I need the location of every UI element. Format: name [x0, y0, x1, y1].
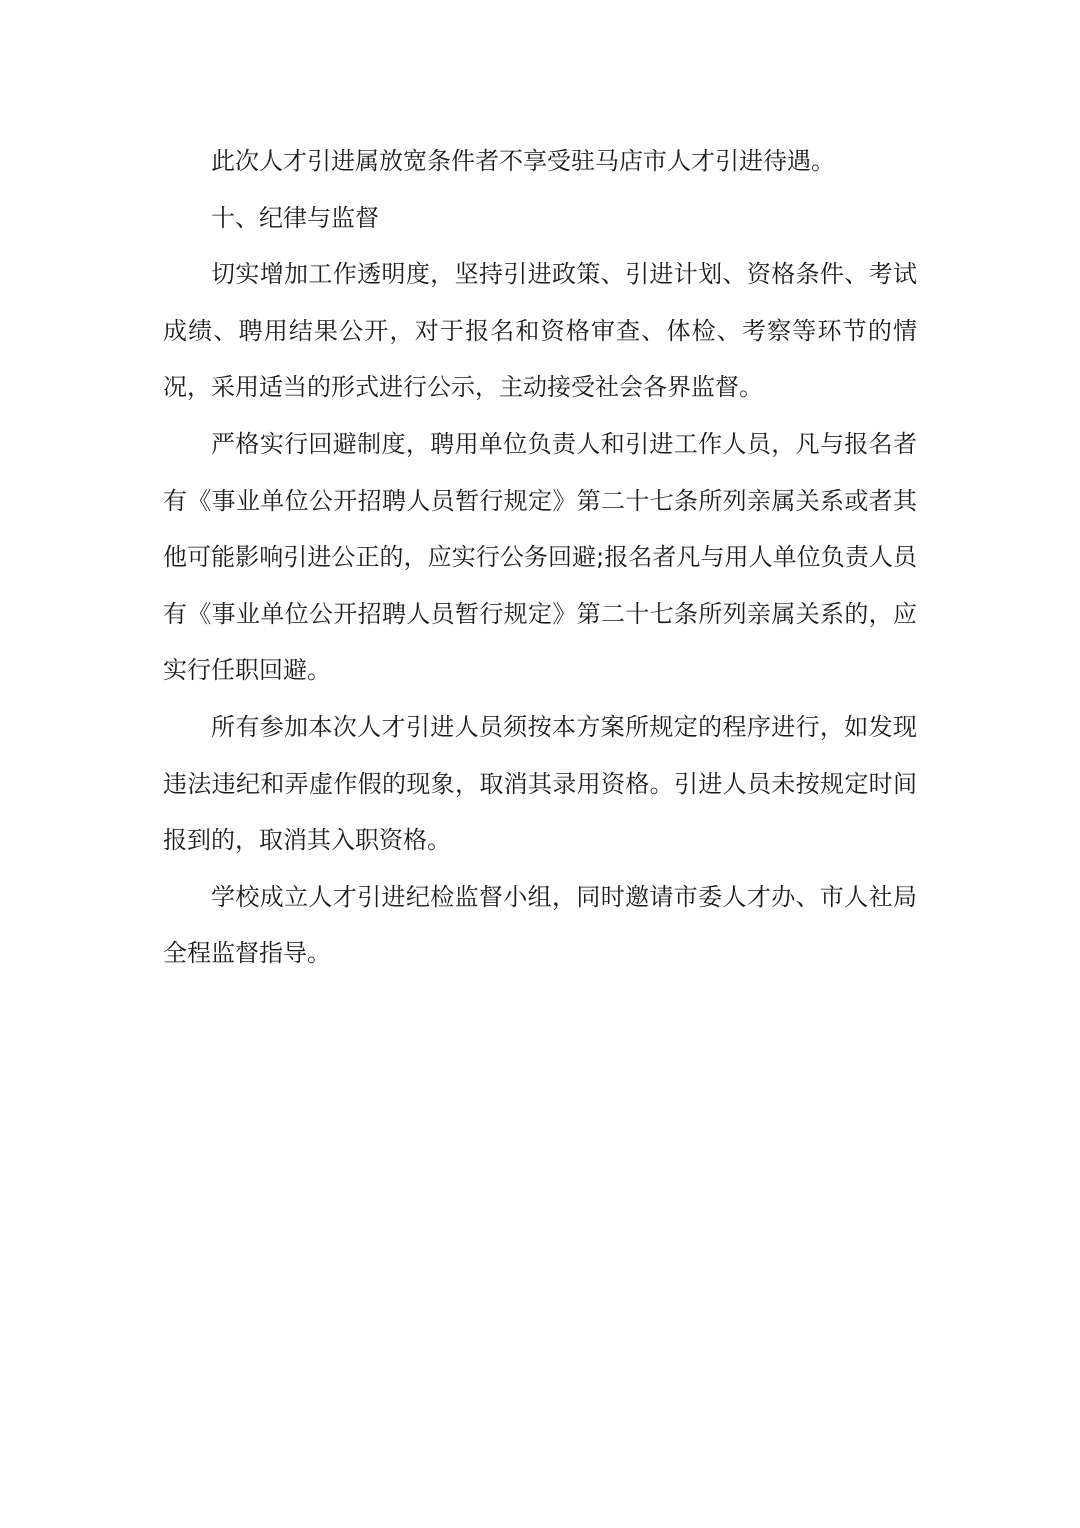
paragraph-supervision-group: 学校成立人才引进纪检监督小组，同时邀请市委人才办、市人社局全程监督指导。 — [163, 882, 917, 968]
document-body — [163, 133, 917, 982]
section-heading-discipline: 十、纪律与监督 — [211, 203, 379, 232]
paragraph-procedure-violations: 所有参加本次人才引进人员须按本方案所规定的程序进行，如发现违法违纪和弄虚作假的现象，取消其录用资格。引进人员未按规定时间报到的，取消其入职资格。 — [163, 712, 917, 855]
paragraph-treatment-note: 此次人才引进属放宽条件者不享受驻马店市人才引进待遇。 — [211, 147, 835, 175]
paragraph-transparency: 切实增加工作透明度，坚持引进政策、引进计划、资格条件、考试成绩、聘用结果公开，对于报名和资格审查、体检、考察等环节的情况，采用适当的形式进行公示，主动接受社会各界监督。 — [163, 260, 917, 402]
paragraph-recusal: 严格实行回避制度，聘用单位负责人和引进工作人员，凡与报名者有《事业单位公开招聘人员暂行规定》第二十七条所列亲属关系或者其他可能影响引进公正的，应实行公务回避;报名者凡与用人单位负责人员有《事业单位公开招聘人员暂行规定》第二十七条所列亲属关系的，应实行任职回避。 — [163, 429, 917, 685]
